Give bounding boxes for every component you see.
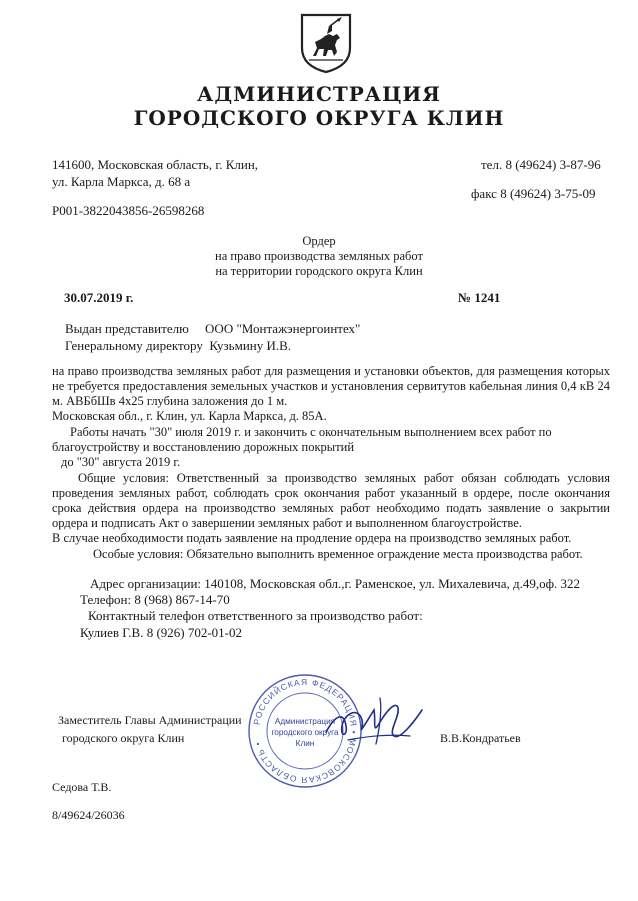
phone-number: тел. 8 (49624) 3-87-96 xyxy=(481,157,601,172)
org-phone: Телефон: 8 (968) 867-14-70 xyxy=(80,592,230,607)
schedule-line2: благоустройству и восстановлению дорожных покрытий xyxy=(52,440,355,454)
schedule-line1: Работы начать "30" июля 2019 г. и закончить с окончательным выполнением всех работ по xyxy=(70,425,552,439)
executor-phone: 8/49624/26036 xyxy=(52,808,125,822)
order-date: 30.07.2019 г. xyxy=(64,290,134,305)
work-location: Московская обл., г. Клин, ул. Карла Маркса, д. 85А. xyxy=(52,409,327,423)
org-address: Адрес организации: 140108, Московская обл.,г. Раменское, ул. Михалевича, д.49,оф. 322 xyxy=(90,576,581,591)
schedule-line3: до "30" августа 2019 г. xyxy=(61,455,181,469)
purpose-paragraph: на право производства земляных работ для размещения и установки объектов, для размещения которых не требуется предоставления земельных участков и установления сервитутов кабельная линия 0,4 кВ 24 м. АВБбШв 4х25 глубина заложения до 1 м. xyxy=(52,364,610,408)
stamp-center-line2: городского округа xyxy=(271,728,339,737)
issued-to-line2: Генеральному директору Кузьмину И.В. xyxy=(65,338,292,353)
stamp-ring-text: РОССИЙСКАЯ ФЕДЕРАЦИЯ • МОСКОВСКАЯ ОБЛАСТЬ • xyxy=(251,676,360,786)
order-heading: Ордер xyxy=(302,234,336,248)
handwritten-signature xyxy=(318,692,428,752)
extension-note: В случае необходимости подать заявление на продление ордера на производство земляных работ. xyxy=(52,531,572,545)
address-line2: ул. Карла Маркса, д. 68 а xyxy=(52,174,191,189)
order-subtitle-line1: на право производства земляных работ xyxy=(215,249,423,263)
stamp-center-line3: Клин xyxy=(295,739,315,748)
order-subtitle-line2: на территории городского округа Клин xyxy=(215,264,423,278)
header-title-line2: ГОРОДСКОГО ОКРУГА КЛИН xyxy=(133,106,505,130)
header-title-line1: АДМИНИСТРАЦИЯ xyxy=(197,82,441,106)
issued-to-line1: Выдан представителю ООО "Монтажэнергоинтех" xyxy=(65,321,361,336)
special-conditions: Особые условия: Обязательно выполнить временное ограждение места производства работ. xyxy=(93,547,583,561)
fax-number: факс 8 (49624) 3-75-09 xyxy=(471,186,596,201)
signer-position-line2: городского округа Клин xyxy=(62,731,185,745)
address-line1: 141600, Московская область, г. Клин, xyxy=(52,157,259,172)
signer-position-line1: Заместитель Главы Администрации xyxy=(58,713,242,727)
registration-number: Р001-3822043856-26598268 xyxy=(52,203,205,218)
stamp-center-line1: Администрация xyxy=(274,717,336,726)
signer-name: В.В.Кондратьев xyxy=(440,731,521,745)
responsible-contact: Кулиев Г.В. 8 (926) 702-01-02 xyxy=(80,625,243,640)
general-conditions: Общие условия: Ответственный за производство земляных работ обязан соблюдать условия проведения земляных работ, соблюдать срок окончания работ указанный в ордере, после окончания срока действия ордера на производство земляных работ необходимо подать заявление о закрытии ордера и подписать Акт о завершении земляных работ и выполненном благоустройстве. xyxy=(52,471,610,530)
responsible-label: Контактный телефон ответственного за производство работ: xyxy=(88,608,423,623)
order-number: № 1241 xyxy=(458,290,501,305)
coat-of-arms-icon xyxy=(299,12,353,74)
executor-name: Седова Т.В. xyxy=(52,780,112,794)
